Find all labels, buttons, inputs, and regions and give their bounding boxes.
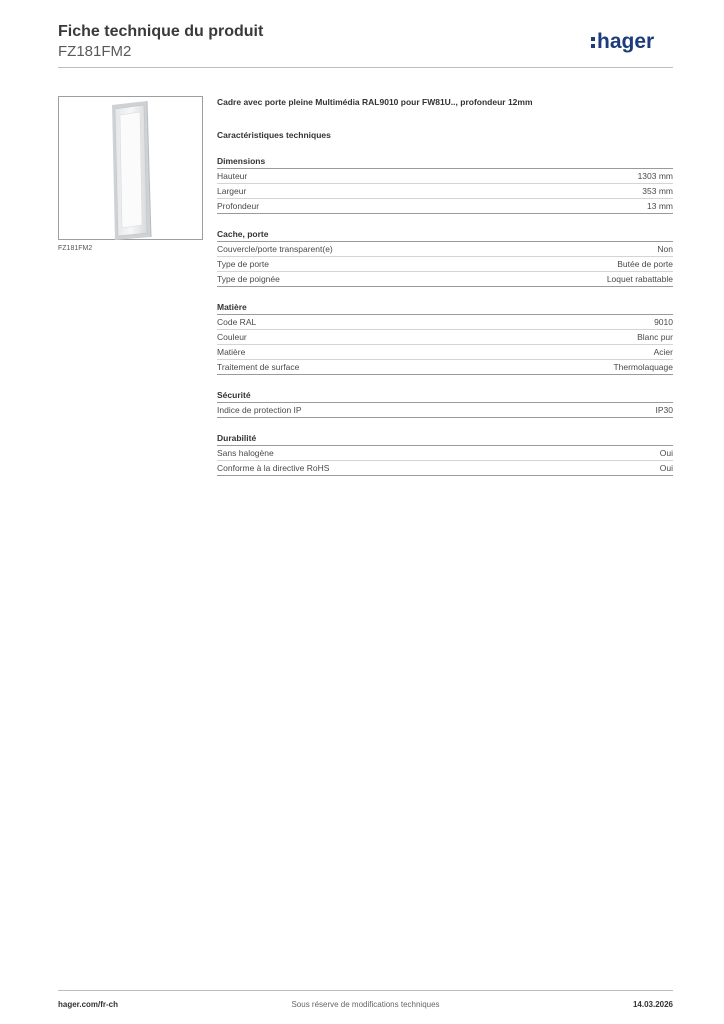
spec-label: Hauteur <box>217 171 248 181</box>
spec-value: Butée de porte <box>617 259 673 269</box>
spec-value: 13 mm <box>647 201 673 211</box>
product-details <box>217 96 673 476</box>
spec-row <box>217 257 673 272</box>
spec-row <box>217 360 673 375</box>
spec-row <box>217 403 673 418</box>
product-description: Cadre avec porte pleine Multimédia RAL9010 pour FW81U.., profondeur 12mm <box>217 97 533 107</box>
spec-row <box>217 345 673 360</box>
spec-label: Indice de protection IP <box>217 405 302 415</box>
section-dimensions <box>217 155 673 214</box>
spec-label: Couleur <box>217 332 247 342</box>
spec-value: Oui <box>659 463 673 473</box>
spec-row <box>217 199 673 214</box>
spec-value: Thermolaquage <box>613 362 673 372</box>
spec-label: Largeur <box>217 186 247 196</box>
section-durabilite <box>217 432 673 476</box>
spec-row <box>217 169 673 184</box>
spec-value: Non <box>657 244 673 254</box>
section-cache-porte <box>217 228 673 287</box>
section-securite <box>217 389 673 418</box>
section-title: Durabilité <box>217 432 673 446</box>
spec-value: 9010 <box>654 317 673 327</box>
spec-label: Couvercle/porte transparent(e) <box>217 244 333 254</box>
product-reference: FZ181FM2 <box>58 43 132 60</box>
footer-website: hager.com/fr-ch <box>58 1000 119 1009</box>
section-matiere <box>217 301 673 375</box>
spec-row <box>217 446 673 461</box>
section-title: Cache, porte <box>217 228 673 242</box>
footer-date: 14.03.2026 <box>632 1000 673 1009</box>
spec-label: Sans halogène <box>217 448 274 458</box>
svg-text:hager: hager <box>597 30 655 53</box>
spec-label: Traitement de surface <box>217 362 300 372</box>
spec-row <box>217 461 673 476</box>
spec-label: Type de porte <box>217 259 269 269</box>
spec-label: Code RAL <box>217 317 257 327</box>
spec-label: Type de poignée <box>217 274 280 284</box>
footer-disclaimer: Sous réserve de modifications techniques <box>291 1000 440 1009</box>
spec-value: Loquet rabattable <box>606 274 673 284</box>
hager-logo <box>591 28 673 56</box>
section-title: Sécurité <box>217 389 673 403</box>
section-title: Dimensions <box>217 155 673 169</box>
tech-heading: Caractéristiques techniques <box>217 130 331 140</box>
spec-row <box>217 242 673 257</box>
spec-value: Oui <box>659 448 673 458</box>
spec-value: 353 mm <box>642 186 673 196</box>
document-header <box>58 22 673 68</box>
product-image <box>58 96 203 240</box>
spec-row <box>217 315 673 330</box>
spec-value: Blanc pur <box>637 332 673 342</box>
spec-value: 1303 mm <box>637 171 673 181</box>
spec-value: IP30 <box>655 405 673 415</box>
spec-row <box>217 330 673 345</box>
image-caption: FZ181FM2 <box>58 245 93 252</box>
spec-value: Acier <box>653 347 673 357</box>
spec-label: Matière <box>217 347 246 357</box>
spec-label: Profondeur <box>217 201 260 211</box>
cabinet-door-illustration <box>59 97 204 241</box>
document-title: Fiche technique du produit <box>58 23 264 40</box>
spec-row <box>217 272 673 287</box>
spec-label: Conforme à la directive RoHS <box>217 463 330 473</box>
spec-row <box>217 184 673 199</box>
document-footer <box>58 990 673 1016</box>
section-title: Matière <box>217 301 673 315</box>
